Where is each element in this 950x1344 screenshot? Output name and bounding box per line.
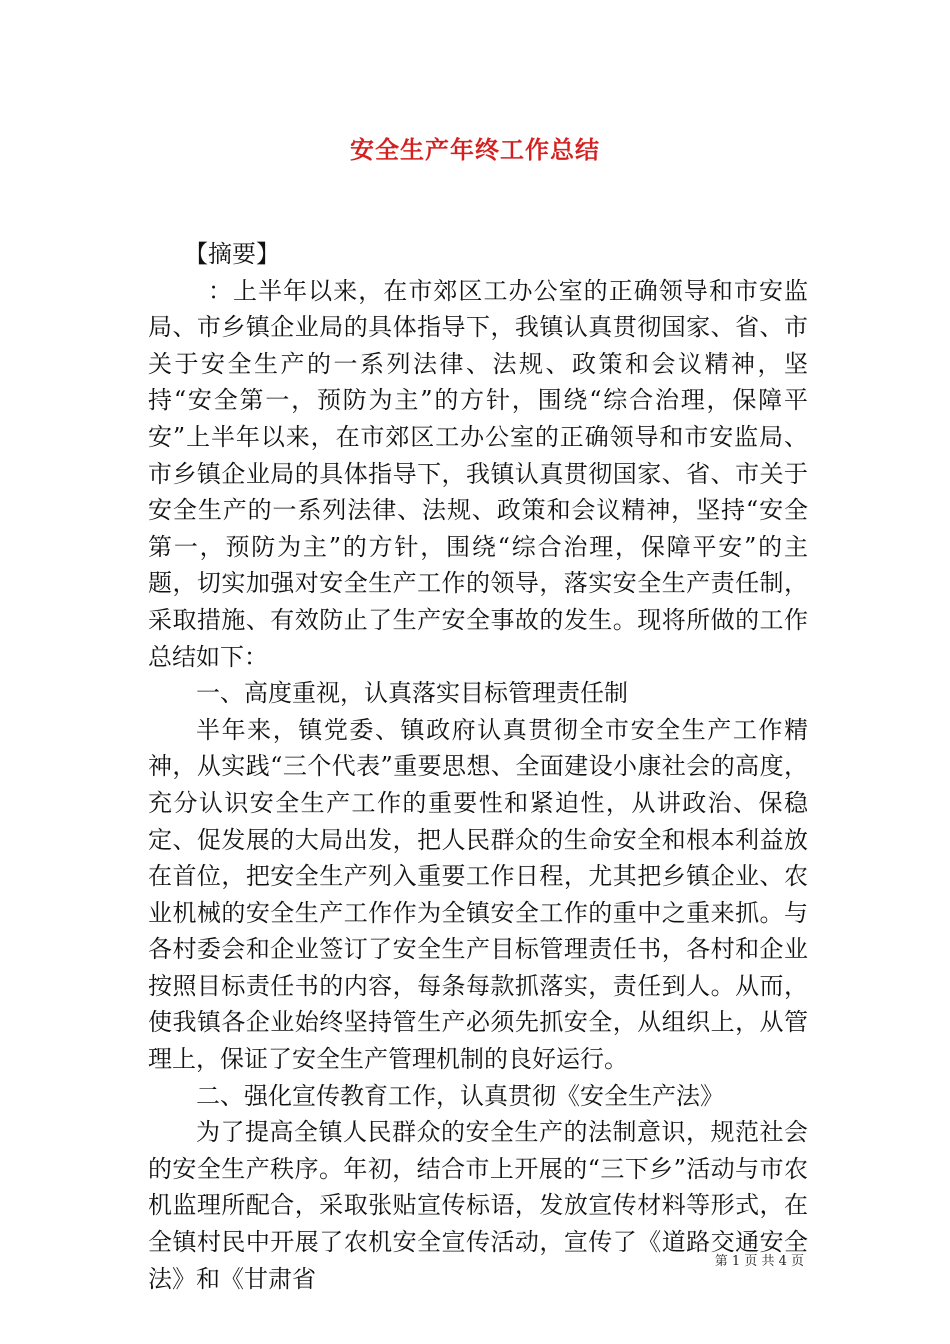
paragraph-abstract: ：上半年以来，在市郊区工办公室的正确领导和市安监局、市乡镇企业局的具体指导下，我镇认真贯彻国家、省、市关于安全生产的一系列法律、法规、政策和会议精神，坚持“安全第一，预防为主”的方针，围绕“综合治理，保障平安”上半年以来，在市郊区工办公室的正确领导和市安监局、市乡镇企业局的具体指导下，我镇认真贯彻国家、省、市关于安全生产的一系列法律、法规、政策和会议精神，坚持“安全第一，预防为主”的方针，围绕“综合治理，保障平安”的主题，切实加强对安全生产工作的领导，落实安全生产责任制，采取措施、有效防止了生产安全事故的发生。现将所做的工作总结如下： bbox=[148, 276, 808, 671]
abstract-label: 【摘要】 bbox=[184, 240, 280, 268]
section-heading-2: 二、强化宣传教育工作，认真贯彻《安全生产法》 bbox=[196, 1081, 724, 1110]
paragraph-section-1: 半年来，镇党委、镇政府认真贯彻全市安全生产工作精神，从实践“三个代表”重要思想、全面建设小康社会的高度，充分认识安全生产工作的重要性和紧迫性，从讲政治、保稳定、促发展的大局出发，把人民群众的生命安全和根本利益放在首位，把安全生产列入重要工作日程，尤其把乡镇企业、农业机械的安全生产工作作为全镇安全工作的重中之重来抓。与各村委会和企业签订了安全生产目标管理责任书，各村和企业按照目标责任书的内容，每条每款抓落实，责任到人。从而，使我镇各企业始终坚持管生产必须先抓安全，从组织上，从管理上，保证了安全生产管理机制的良好运行。 bbox=[148, 715, 808, 1074]
page-number-footer: 第 1 页 共 4 页 bbox=[714, 1254, 804, 1269]
document-title: 安全生产年终工作总结 bbox=[350, 135, 600, 164]
section-heading-1: 一、高度重视，认真落实目标管理责任制 bbox=[196, 679, 628, 708]
document-body bbox=[148, 236, 808, 1297]
paragraph-section-2: 为了提高全镇人民群众的安全生产的法制意识，规范社会的安全生产秩序。年初，结合市上开展的“三下乡”活动与市农机监理所配合，采取张贴宣传标语，发放宣传材料等形式，在全镇村民中开展了农机安全宣传活动，宣传了《道路交通安全法》和《甘肃省 bbox=[148, 1118, 808, 1293]
